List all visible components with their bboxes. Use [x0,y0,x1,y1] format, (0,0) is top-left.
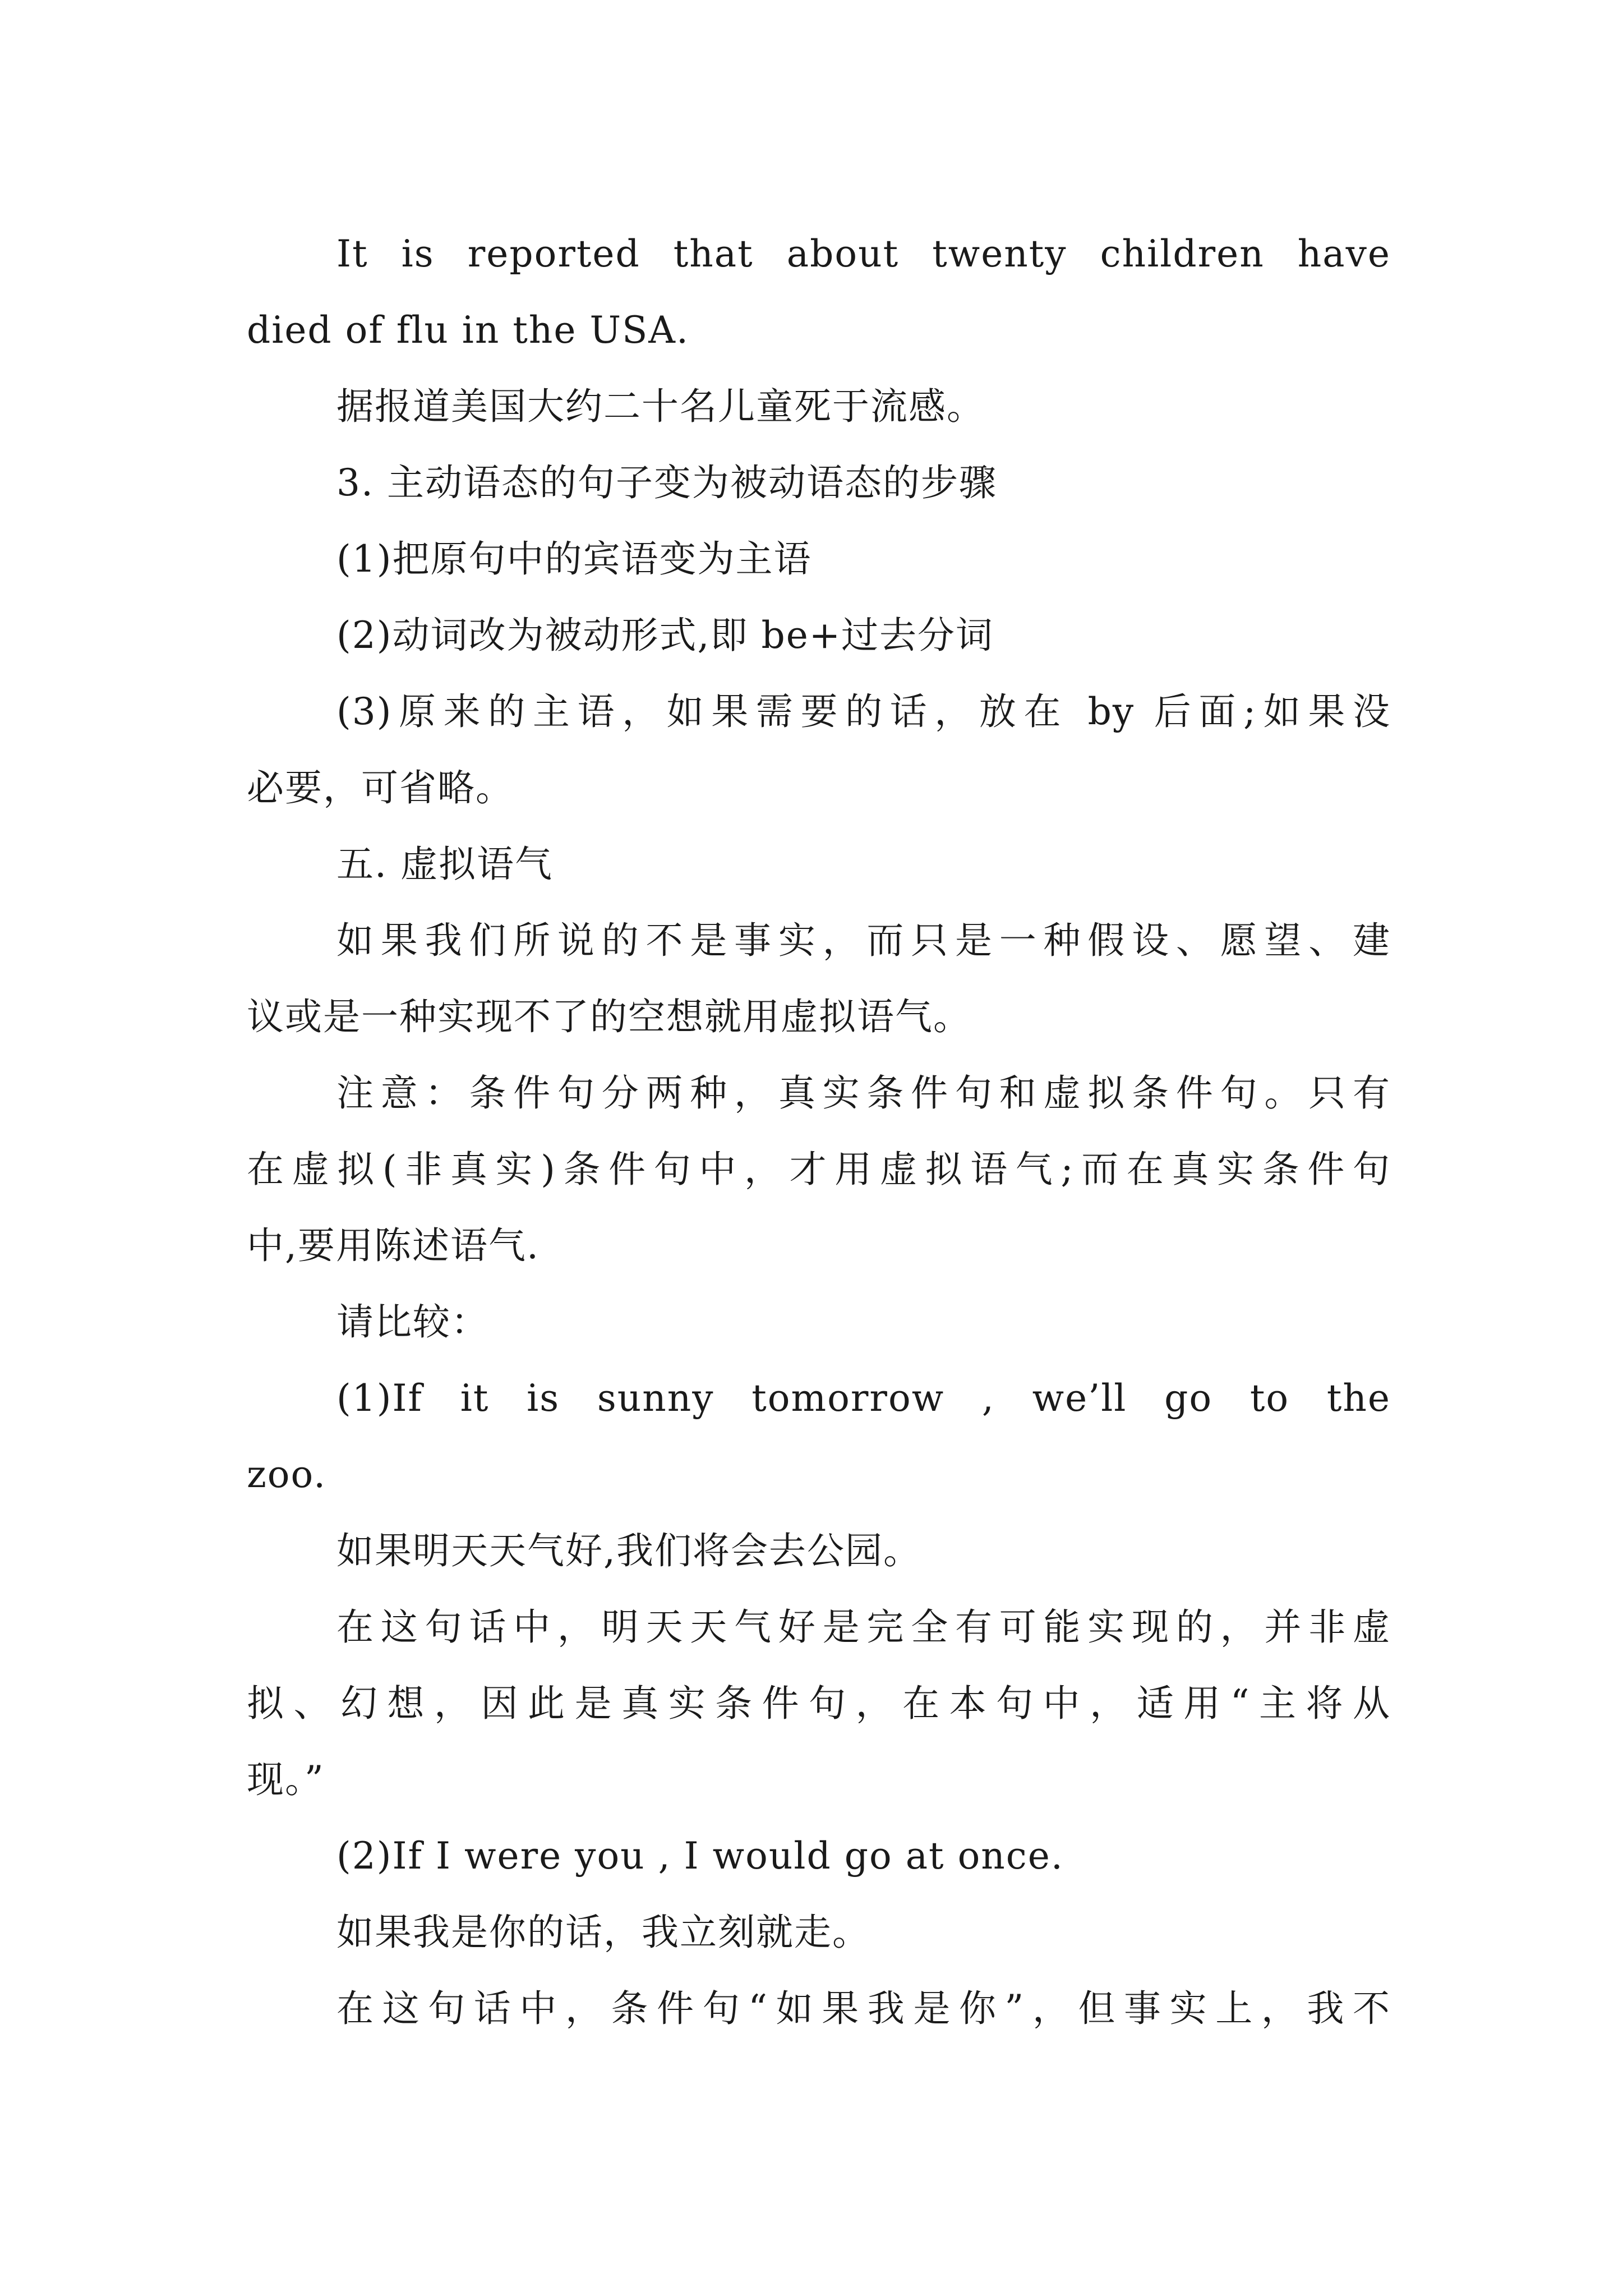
text-line: 拟、幻想，因此是真实条件句，在本句中，适用“主将从 [247,1682,1391,1725]
text-line: 在这句话中，条件句“如果我是你”，但事实上，我不 [336,1987,1391,2030]
text-line: 中,要用陈述语气. [247,1224,540,1267]
text-line: 现。” [247,1758,325,1801]
text-line: 据报道美国大约二十名儿童死于流感。 [336,385,985,428]
text-line: zoo. [247,1453,327,1496]
text-line: (2)动词改为被动形式,即 be+过去分词 [336,614,994,657]
text-line: 如果我是你的话，我立刻就走。 [336,1911,870,1954]
text-line: 3. 主动语态的句子变为被动语态的步骤 [336,461,997,504]
text-line: died of flu in the USA. [247,309,689,352]
text-line: 议或是一种实现不了的空想就用虚拟语气。 [247,995,971,1038]
text-line: 注意：条件句分两种，真实条件句和虚拟条件句。只有 [336,1071,1391,1115]
text-line: 请比较： [336,1300,489,1343]
text-line: 在虚拟(非真实)条件句中，才用虚拟语气;而在真实条件句 [247,1148,1391,1191]
text-line: (2)If I were you , I would go at once. [336,1834,1064,1878]
text-line: 必要，可省略。 [247,766,514,809]
text-line: 如果明天天气好,我们将会去公园。 [336,1529,921,1572]
text-line: It is reported that about twenty children have [336,232,1391,275]
text-line: (1)If it is sunny tomorrow , we’ll go to the [336,1377,1391,1420]
document-body [247,216,1391,2047]
text-line: 在这句话中，明天天气好是完全有可能实现的，并非虚 [336,1605,1391,1649]
text-line: (3)原来的主语，如果需要的话，放在 by 后面;如果没 [336,690,1391,733]
text-line: (1)把原句中的宾语变为主语 [336,537,812,581]
text-line: 如果我们所说的不是事实，而只是一种假设、愿望、建 [336,919,1391,962]
text-line: 五. 虚拟语气 [336,843,553,886]
